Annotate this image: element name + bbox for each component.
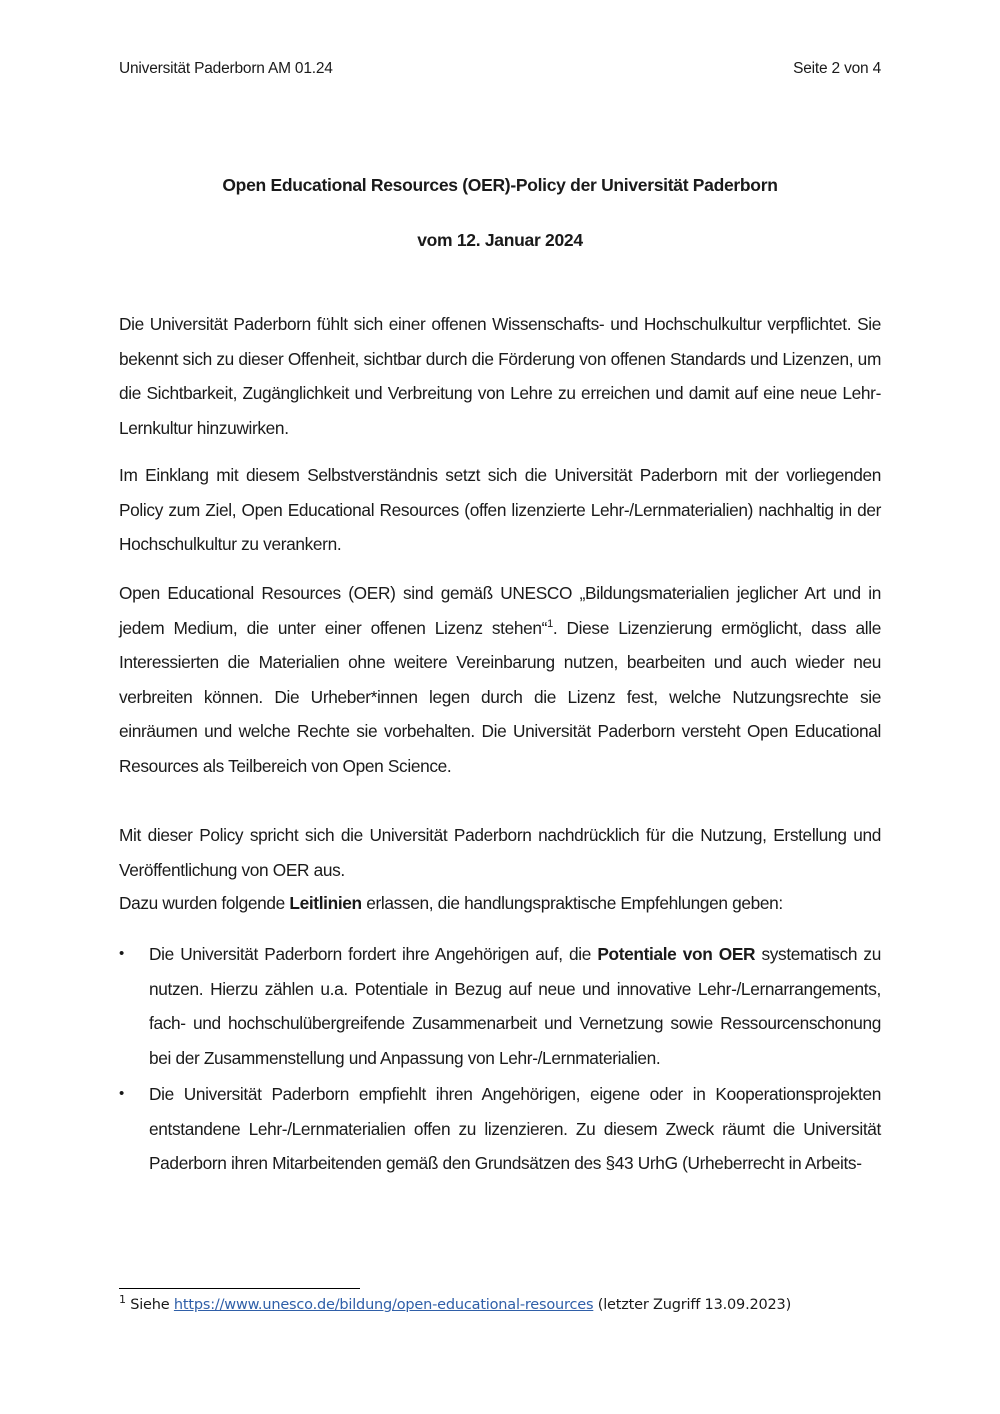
list-item-text-end: systematisch zu nutzen. Hierzu zählen u.a. Potentiale in Bezug auf neue und innovative Lehr-/Lernarrangements, fach- und hochschulübergreifende Zusammenarbeit und Vernetzung sowie Ressourcenschonung bei der Zusammenstellung und Anpassung von Lehr-/Lernmaterialien. xyxy=(149,944,881,1068)
footnote-divider xyxy=(119,1288,360,1289)
list-item-text-start: Die Universität Paderborn fordert ihre Angehörigen auf, die xyxy=(149,944,598,964)
header-document-id: Universität Paderborn AM 01.24 xyxy=(119,60,333,77)
footnote-suffix: (letzter Zugriff 13.09.2023) xyxy=(593,1297,792,1313)
list-item-text xyxy=(149,937,881,1075)
definition-text-start: Open Educational Resources (OER) sind gemäß UNESCO „Bildungsmaterialien jeglicher Art und in jedem Medium, die unter einer offenen Lizenz stehen“ xyxy=(119,583,881,638)
list-item-text: Die Universität Paderborn empfiehlt ihren Angehörigen, eigene oder in Kooperationsprojekten entstandene Lehr-/Lernmaterialien offen zu lizenzieren. Zu diesem Zweck räumt die Universität Paderborn ihren Mitarbeitenden gemäß den Grundsätzen des §43 UrhG (Urheberrecht in Arbeits- xyxy=(149,1084,881,1173)
header-page-number: Seite 2 von 4 xyxy=(793,60,881,77)
guidelines-intro-start: Dazu wurden folgende xyxy=(119,893,290,913)
definition-text-end: . Diese Lizenzierung ermöglicht, dass alle Interessierten die Materialien ohne weitere Vereinbarung nutzen, bearbeiten und auch wieder neu verbreiten können. Die Urheber*innen legen durch die Lizenz fest, welche Nutzungsrechte sie einräumen und welche Rechte sie vorbehalten. Die Universität Paderborn versteht Open Educational Resources als Teilbereich von Open Science. xyxy=(119,617,882,776)
paragraph-goal: Im Einklang mit diesem Selbstverständnis setzt sich die Universität Paderborn mit der vorliegenden Policy zum Ziel, Open Educational Resources (offen lizenzierte Lehr-/Lernmaterialien) nachhaltig in der Hochschulkultur zu verankern. xyxy=(119,465,881,554)
bullet-icon: • xyxy=(119,1085,125,1102)
paragraph-guidelines-intro xyxy=(119,886,881,921)
guidelines-intro-end: erlassen, die handlungspraktische Empfehlungen geben: xyxy=(361,893,783,913)
bullet-icon: • xyxy=(119,945,125,962)
footnote-marker: 1 xyxy=(119,1293,126,1307)
paragraph-definition xyxy=(119,576,881,783)
unesco-link[interactable]: https://www.unesco.de/bildung/open-educational-resources xyxy=(173,1297,594,1313)
paragraph-commitment: Mit dieser Policy spricht sich die Universität Paderborn nachdrücklich für die Nutzung, Erstellung und Veröffentlichung von OER aus. xyxy=(119,825,881,880)
footnote-reference[interactable]: 1 xyxy=(547,617,553,630)
footnote xyxy=(119,1293,792,1313)
footnote-prefix: Siehe xyxy=(125,1297,174,1313)
list-item-emphasis: Potentiale von OER xyxy=(597,944,756,964)
document-date: vom 12. Januar 2024 xyxy=(417,230,583,250)
paragraph-intro: Die Universität Paderborn fühlt sich einer offenen Wissenschafts- und Hochschulkultur verpflichtet. Sie bekennt sich zu dieser Offenheit, sichtbar durch die Förderung von offenen Standards und Lizenzen, um die Sichtbarkeit, Zugänglichkeit und Verbreitung von Lehre zu erreichen und damit auf eine neue Lehr-Lernkultur hinzuwirken. xyxy=(119,314,881,438)
guidelines-term: Leitlinien xyxy=(289,893,362,913)
document-title: Open Educational Resources (OER)-Policy der Universität Paderborn xyxy=(222,175,778,195)
